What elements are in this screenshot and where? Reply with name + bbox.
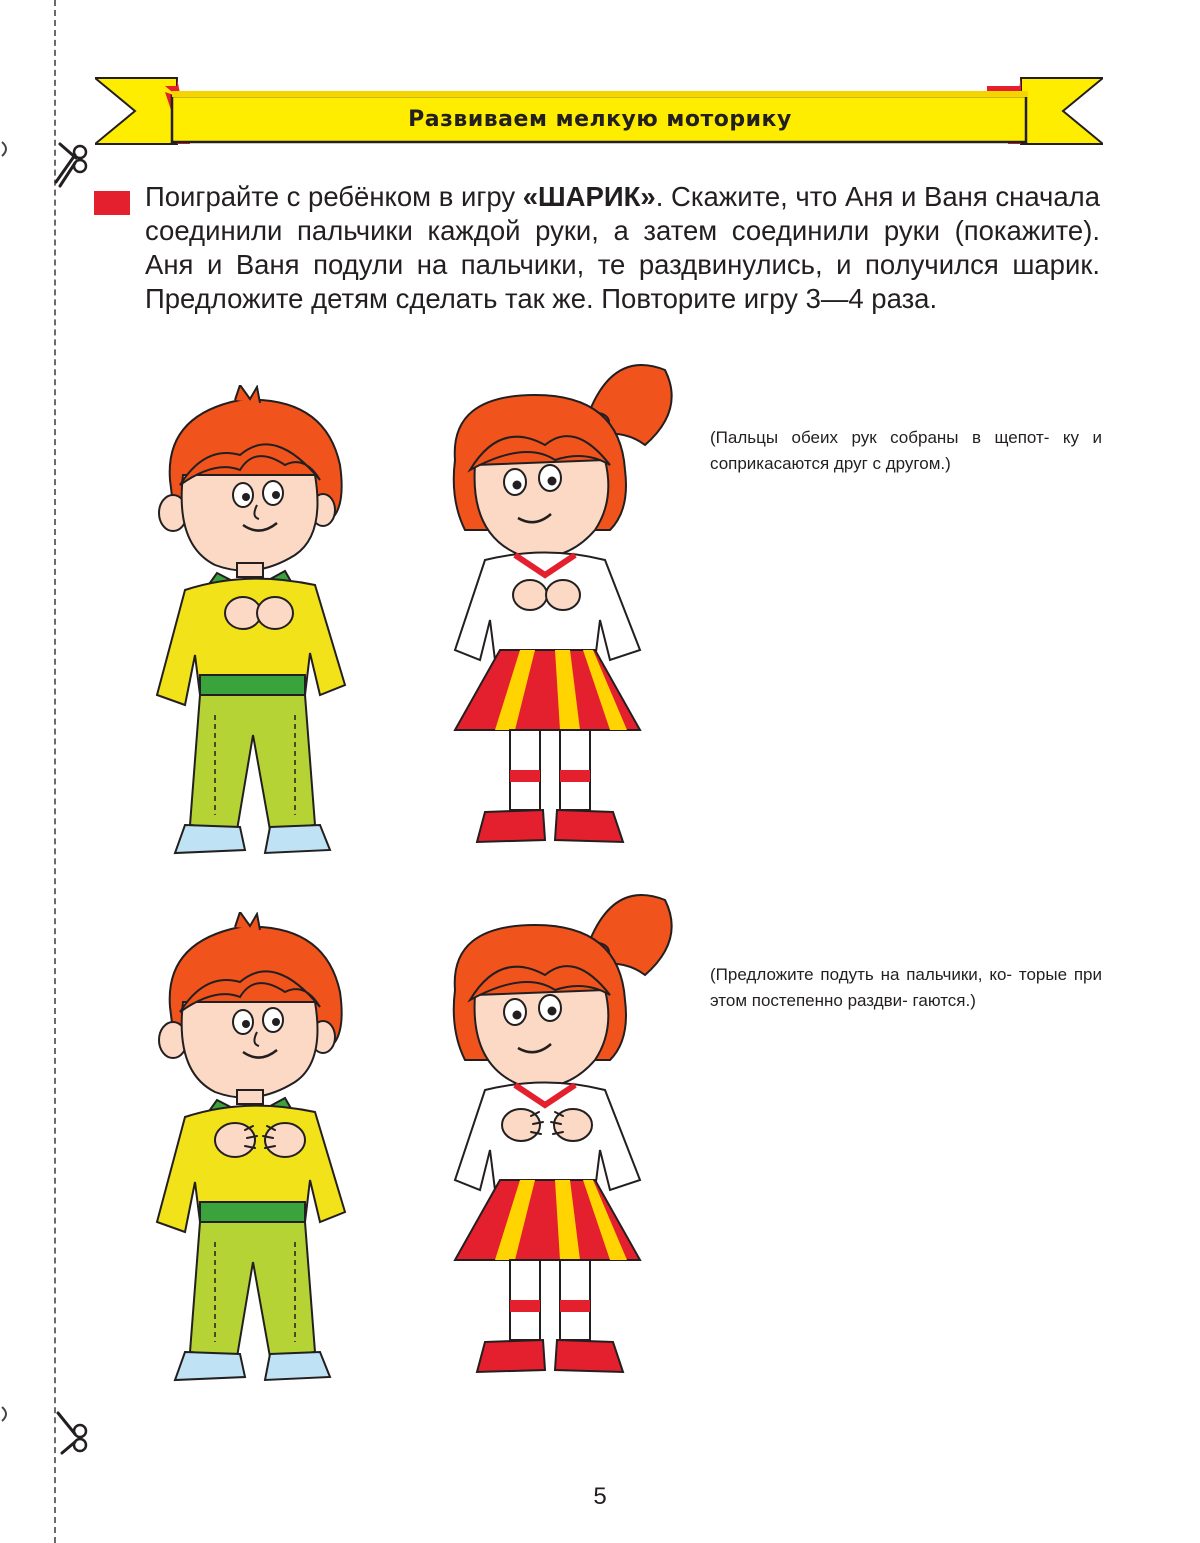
boy-illustration-step-2	[145, 912, 360, 1392]
scissors-icon	[46, 1405, 92, 1457]
girl-illustration-step-2	[415, 880, 695, 1390]
bullet-marker	[94, 191, 130, 215]
edge-mark	[0, 1405, 12, 1423]
page-number: 5	[593, 1483, 607, 1510]
girl-illustration-step-1	[415, 350, 695, 860]
step-2-note: (Предложите подуть на пальчики, ко- торые при этом постепенно раздви- гаются.)	[710, 965, 1102, 1010]
page-title: Развиваем мелкую моторику	[408, 106, 792, 132]
instruction-end: . Скажите, что Аня и Ваня сначала соединили пальчики каждой руки, а затем соединили руки (покажите). Аня и Ваня подули на пальчики, те раздвинулись, и получился шарик. Предложите детям сделать так же. Повторите игру 3—4 раза.	[145, 181, 1100, 314]
instruction-start: Поиграйте с ребёнком в игру	[145, 181, 523, 212]
game-name: «ШАРИК»	[522, 181, 656, 212]
instruction-text	[145, 180, 1100, 316]
step-1-note: (Пальцы обеих рук собраны в щепот- ку и соприкасаются друг с другом.)	[710, 428, 1102, 473]
cut-line	[54, 0, 56, 1543]
scissors-icon	[46, 140, 92, 192]
boy-illustration-step-1	[145, 385, 360, 865]
edge-mark	[0, 140, 12, 158]
